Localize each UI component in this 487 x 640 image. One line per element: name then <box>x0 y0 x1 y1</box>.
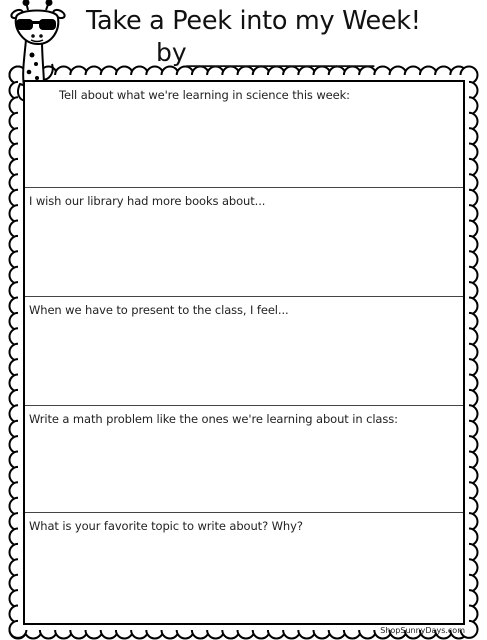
prompt-text: When we have to present to the class, I feel... <box>29 303 289 317</box>
prompt-text: Tell about what we're learning in science this week: <box>59 88 350 102</box>
prompt-section-science[interactable] <box>25 82 463 187</box>
prompt-text: What is your favorite topic to write about? Why? <box>29 519 303 533</box>
prompt-section-library[interactable] <box>25 187 463 296</box>
prompt-section-math[interactable] <box>25 405 463 512</box>
name-line[interactable]: by_______________ <box>156 38 375 67</box>
prompt-section-present[interactable] <box>25 296 463 405</box>
prompt-section-writing[interactable] <box>25 512 463 623</box>
footer-credit: ShopSunnyDays.com <box>380 626 465 635</box>
worksheet-box <box>23 80 465 625</box>
prompt-text: I wish our library had more books about... <box>29 194 266 208</box>
worksheet-title: Take a Peek into my Week! <box>86 6 421 36</box>
prompt-text: Write a math problem like the ones we're learning about in class: <box>29 412 398 426</box>
